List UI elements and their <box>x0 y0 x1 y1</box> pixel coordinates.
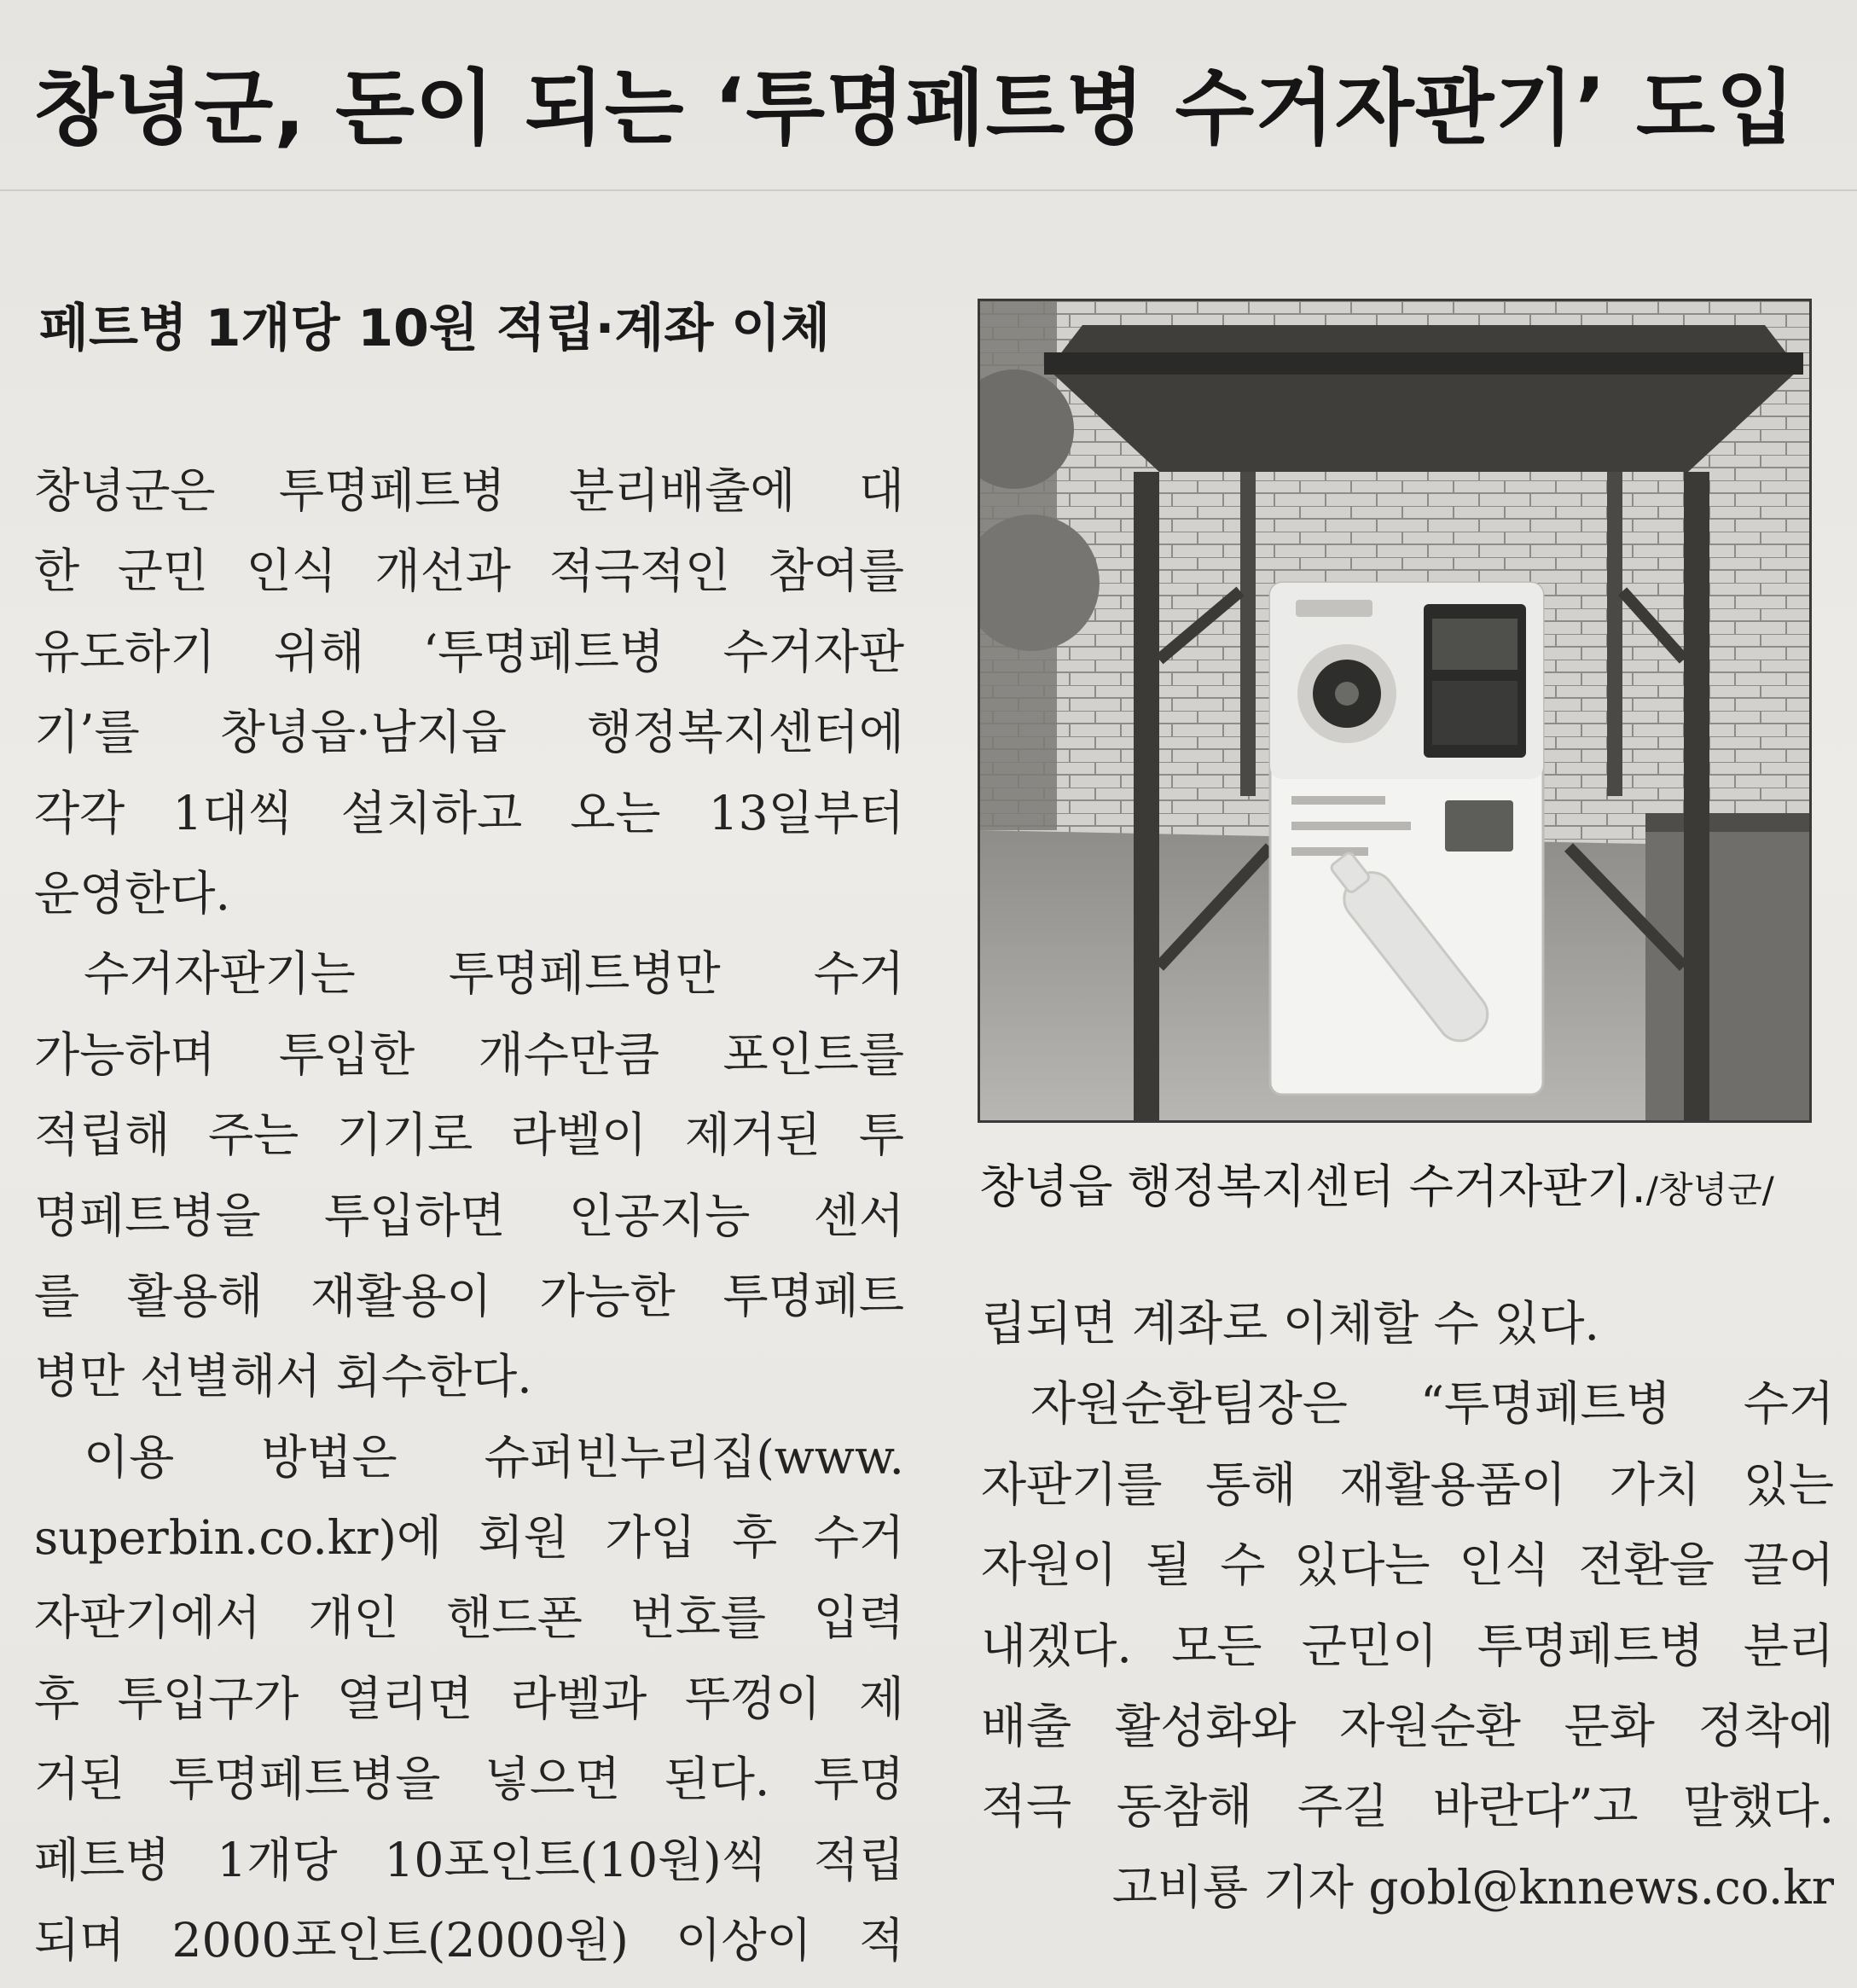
body-line: 적립해 주는 기기로 라벨이 제거된 투 <box>34 1107 904 1163</box>
body-line: 를 활용해 재활용이 가능한 투명페트 <box>34 1268 904 1323</box>
body-line: 되며 2000포인트(2000원) 이상이 적 <box>34 1913 904 1968</box>
photo-caption <box>979 1157 1832 1220</box>
body-line: 유도하기 위해 ‘투명페트병 수거자판 <box>34 624 904 679</box>
body-line: superbin.co.kr)에 회원 가입 후 수거 <box>34 1510 904 1566</box>
body-line: 병만 선별해서 회수한다. <box>34 1349 532 1404</box>
vending-machine-photo <box>980 301 1809 1120</box>
photo-credit: /창녕군/ <box>1645 1169 1774 1211</box>
body-line: 한 군민 인식 개선과 적극적인 참여를 <box>34 544 904 599</box>
subheadline: 페트병 1개당 10원 적립·계좌 이체 <box>39 299 831 358</box>
body-line: 자판기에서 개인 핸드폰 번호를 입력 <box>34 1590 904 1646</box>
body-line: 배출 활성화와 자원순환 문화 정착에 <box>981 1698 1834 1753</box>
headline-divider <box>0 189 1857 191</box>
body-line: 자원순환팀장은 “투명페트병 수거 <box>1030 1376 1834 1432</box>
body-line: 각각 1대씩 설치하고 오는 13일부터 <box>34 785 904 840</box>
body-line: 적극 동참해 주길 바란다”고 말했다. <box>981 1779 1834 1834</box>
right-column <box>981 1283 1834 1927</box>
body-line: 이용 방법은 슈퍼빈누리집(www. <box>84 1429 904 1485</box>
body-line: 자원이 될 수 있다는 인식 전환을 끌어 <box>981 1538 1834 1593</box>
news-photo <box>978 299 1812 1123</box>
body-line: 운영한다. <box>34 865 231 921</box>
body-line: 기’를 창녕읍·남지읍 행정복지센터에 <box>34 705 904 760</box>
body-line: 가능하며 투입한 개수만큼 포인트를 <box>34 1026 904 1082</box>
body-line: 거된 투명페트병을 넣으면 된다. 투명 <box>34 1752 904 1807</box>
caption-text: 창녕읍 행정복지센터 수거자판기. <box>979 1160 1646 1213</box>
body-line: 립되면 계좌로 이체할 수 있다. <box>981 1296 1599 1351</box>
body-line: 자판기를 통해 재활용품이 가치 있는 <box>981 1456 1834 1512</box>
left-column <box>34 450 904 1980</box>
body-line: 수거자판기는 투명페트병만 수거 <box>84 946 904 1002</box>
body-line: 후 투입구가 열리면 라벨과 뚜껑이 제 <box>34 1671 904 1726</box>
headline: 창녕군, 돈이 되는 ‘투명페트병 수거자판기’ 도입 <box>34 61 1796 156</box>
body-line: 내겠다. 모든 군민이 투명페트병 분리 <box>981 1618 1834 1673</box>
byline: 고비룡 기자 gobl@knnews.co.kr <box>1111 1859 1834 1915</box>
body-line: 창녕군은 투명페트병 분리배출에 대 <box>34 463 904 518</box>
body-line: 페트병 1개당 10포인트(10원)씩 적립 <box>34 1832 904 1887</box>
body-line: 명페트병을 투입하면 인공지능 센서 <box>34 1188 904 1243</box>
